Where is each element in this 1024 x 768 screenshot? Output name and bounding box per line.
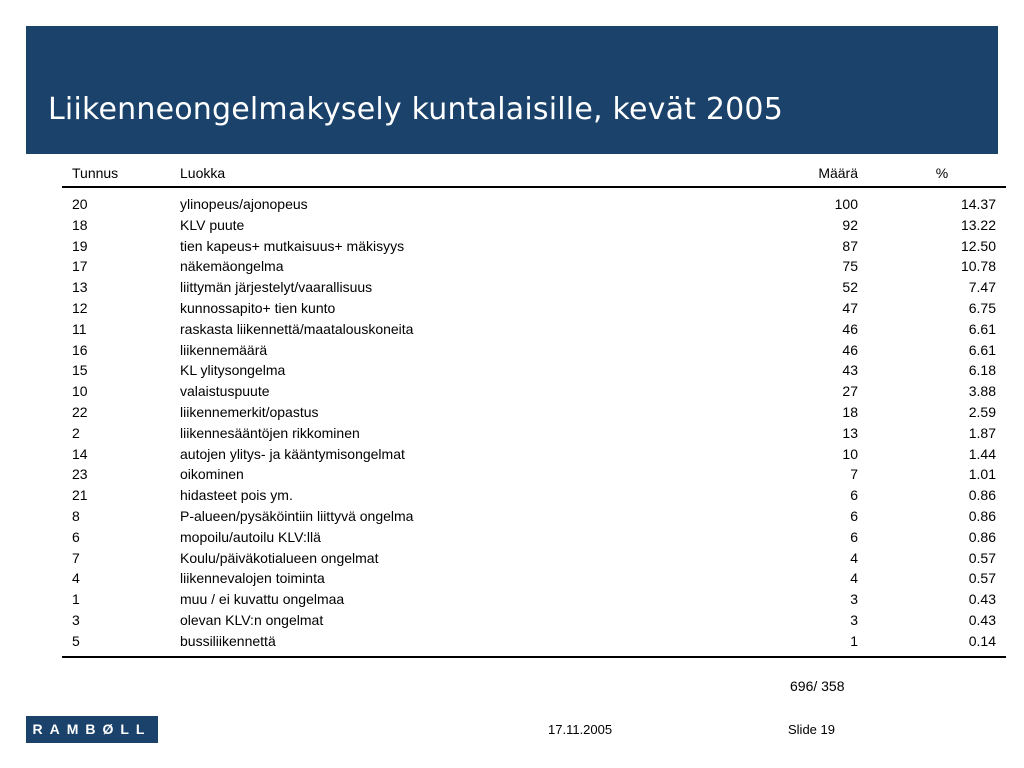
table-row <box>62 215 1006 236</box>
cell-class: KLV puute <box>180 216 245 233</box>
cell-pct: 0.43 <box>968 591 996 608</box>
cell-code: 5 <box>62 631 172 657</box>
cell-code: 17 <box>72 258 88 275</box>
cell-pct: 0.14 <box>858 631 1006 657</box>
cell-class: liikennemäärä <box>180 341 268 358</box>
header-count: Määrä <box>788 160 858 187</box>
cell-pct: 0.57 <box>968 570 996 587</box>
cell-pct: 0.43 <box>968 611 996 628</box>
cell-count: 10 <box>842 445 858 462</box>
cell-pct: 0.86 <box>968 487 996 504</box>
cell-count: 3 <box>850 591 858 608</box>
cell-count: 13 <box>842 424 858 441</box>
slide-number: Slide 19 <box>788 722 835 737</box>
cell-pct: 0.57 <box>968 549 996 566</box>
cell-code: 14 <box>72 445 88 462</box>
cell-pct: 1.44 <box>968 445 996 462</box>
table-row <box>62 187 1006 215</box>
cell-count: 46 <box>842 320 858 337</box>
cell-code: 1 <box>72 591 80 608</box>
cell-count: 6 <box>850 528 858 545</box>
cell-pct: 1.01 <box>968 466 996 483</box>
slide-title: Liikenneongelmakysely kuntalaisille, kevät 2005 <box>48 92 783 127</box>
cell-count: 87 <box>842 237 858 254</box>
cell-class: olevan KLV:n ongelmat <box>180 611 324 628</box>
data-table <box>62 160 1006 658</box>
cell-code: 21 <box>72 487 88 504</box>
cell-pct: 3.88 <box>968 383 996 400</box>
cell-pct: 13.22 <box>960 216 996 233</box>
ramboll-logo: RAMBØLL <box>26 716 158 743</box>
table-row <box>62 548 1006 569</box>
cell-code: 13 <box>72 279 88 296</box>
cell-class: liittymän järjestelyt/vaarallisuus <box>180 279 373 296</box>
table-row <box>62 506 1006 527</box>
cell-class: mopoilu/autoilu KLV:llä <box>180 528 321 545</box>
cell-class: muu / ei kuvattu ongelmaa <box>180 591 345 608</box>
cell-class: liikennesääntöjen rikkominen <box>180 424 360 441</box>
cell-pct: 14.37 <box>960 196 996 212</box>
table-row <box>62 485 1006 506</box>
table-body <box>62 187 1006 657</box>
total-label: 696/ 358 <box>790 678 845 694</box>
cell-count: 46 <box>842 341 858 358</box>
cell-code: 3 <box>72 611 80 628</box>
table-row <box>62 631 1006 657</box>
table-container <box>62 160 996 658</box>
table-row <box>62 256 1006 277</box>
cell-count: 4 <box>850 570 858 587</box>
cell-class: liikennemerkit/opastus <box>180 403 319 420</box>
cell-code: 4 <box>72 570 80 587</box>
cell-code: 8 <box>72 507 80 524</box>
cell-code: 12 <box>72 299 88 316</box>
cell-pct: 6.75 <box>968 299 996 316</box>
header-pct: % <box>858 160 1006 187</box>
cell-class: tien kapeus+ mutkaisuus+ mäkisyys <box>180 237 405 254</box>
cell-code: 20 <box>72 196 88 212</box>
table-row <box>62 589 1006 610</box>
cell-count: 92 <box>842 216 858 233</box>
cell-class: P-alueen/pysäköintiin liittyvä ongelma <box>180 507 414 524</box>
cell-class: Koulu/päiväkotialueen ongelmat <box>180 549 379 566</box>
cell-code: 10 <box>72 383 88 400</box>
table-row <box>62 444 1006 465</box>
table-row <box>62 381 1006 402</box>
cell-count: 43 <box>842 362 858 379</box>
cell-pct: 0.86 <box>968 507 996 524</box>
header-code: Tunnus <box>62 160 172 187</box>
cell-count: 47 <box>842 299 858 316</box>
table-row <box>62 340 1006 361</box>
cell-pct: 6.61 <box>968 320 996 337</box>
table-row <box>62 423 1006 444</box>
cell-pct: 7.47 <box>968 279 996 296</box>
cell-code: 22 <box>72 403 88 420</box>
cell-class: bussiliikennettä <box>172 631 788 657</box>
cell-class: KL ylitysongelma <box>180 362 286 379</box>
cell-code: 19 <box>72 237 88 254</box>
cell-count: 6 <box>850 507 858 524</box>
cell-code: 18 <box>72 216 88 233</box>
cell-class: autojen ylitys- ja kääntymisongelmat <box>180 445 405 462</box>
cell-pct: 1.87 <box>968 424 996 441</box>
cell-class: oikominen <box>180 466 244 483</box>
cell-count: 52 <box>842 279 858 296</box>
title-banner <box>26 26 998 154</box>
cell-count: 1 <box>788 631 858 657</box>
cell-class: valaistuspuute <box>180 383 270 400</box>
cell-code: 7 <box>72 549 80 566</box>
cell-code: 15 <box>72 362 88 379</box>
cell-class: raskasta liikennettä/maatalouskoneita <box>180 320 414 337</box>
cell-code: 6 <box>72 528 80 545</box>
cell-count: 3 <box>850 611 858 628</box>
cell-count: 27 <box>842 383 858 400</box>
cell-count: 6 <box>850 487 858 504</box>
cell-class: ylinopeus/ajonopeus <box>180 196 308 212</box>
cell-count: 100 <box>834 196 858 212</box>
cell-pct: 0.86 <box>968 528 996 545</box>
cell-class: näkemäongelma <box>180 258 284 275</box>
footer-date: 17.11.2005 <box>548 722 613 737</box>
table-header-row <box>62 160 1006 187</box>
cell-count: 18 <box>842 403 858 420</box>
table-row <box>62 277 1006 298</box>
cell-count: 75 <box>842 258 858 275</box>
cell-pct: 6.18 <box>968 362 996 379</box>
cell-pct: 6.61 <box>968 341 996 358</box>
cell-code: 2 <box>72 424 80 441</box>
cell-class: liikennevalojen toiminta <box>180 570 325 587</box>
cell-code: 11 <box>72 320 87 337</box>
table-row <box>62 568 1006 589</box>
cell-pct: 2.59 <box>968 403 996 420</box>
cell-code: 23 <box>72 466 88 483</box>
cell-count: 7 <box>850 466 858 483</box>
cell-pct: 12.50 <box>960 237 996 254</box>
cell-class: kunnossapito+ tien kunto <box>180 299 336 316</box>
table-row <box>62 610 1006 631</box>
table-row <box>62 402 1006 423</box>
cell-class: hidasteet pois ym. <box>180 487 293 504</box>
cell-code: 16 <box>72 341 88 358</box>
table-row <box>62 360 1006 381</box>
cell-pct: 10.78 <box>960 258 996 275</box>
header-class: Luokka <box>172 160 788 187</box>
table-row <box>62 236 1006 257</box>
table-row <box>62 527 1006 548</box>
table-row <box>62 319 1006 340</box>
table-row <box>62 464 1006 485</box>
cell-count: 4 <box>850 549 858 566</box>
table-row <box>62 298 1006 319</box>
